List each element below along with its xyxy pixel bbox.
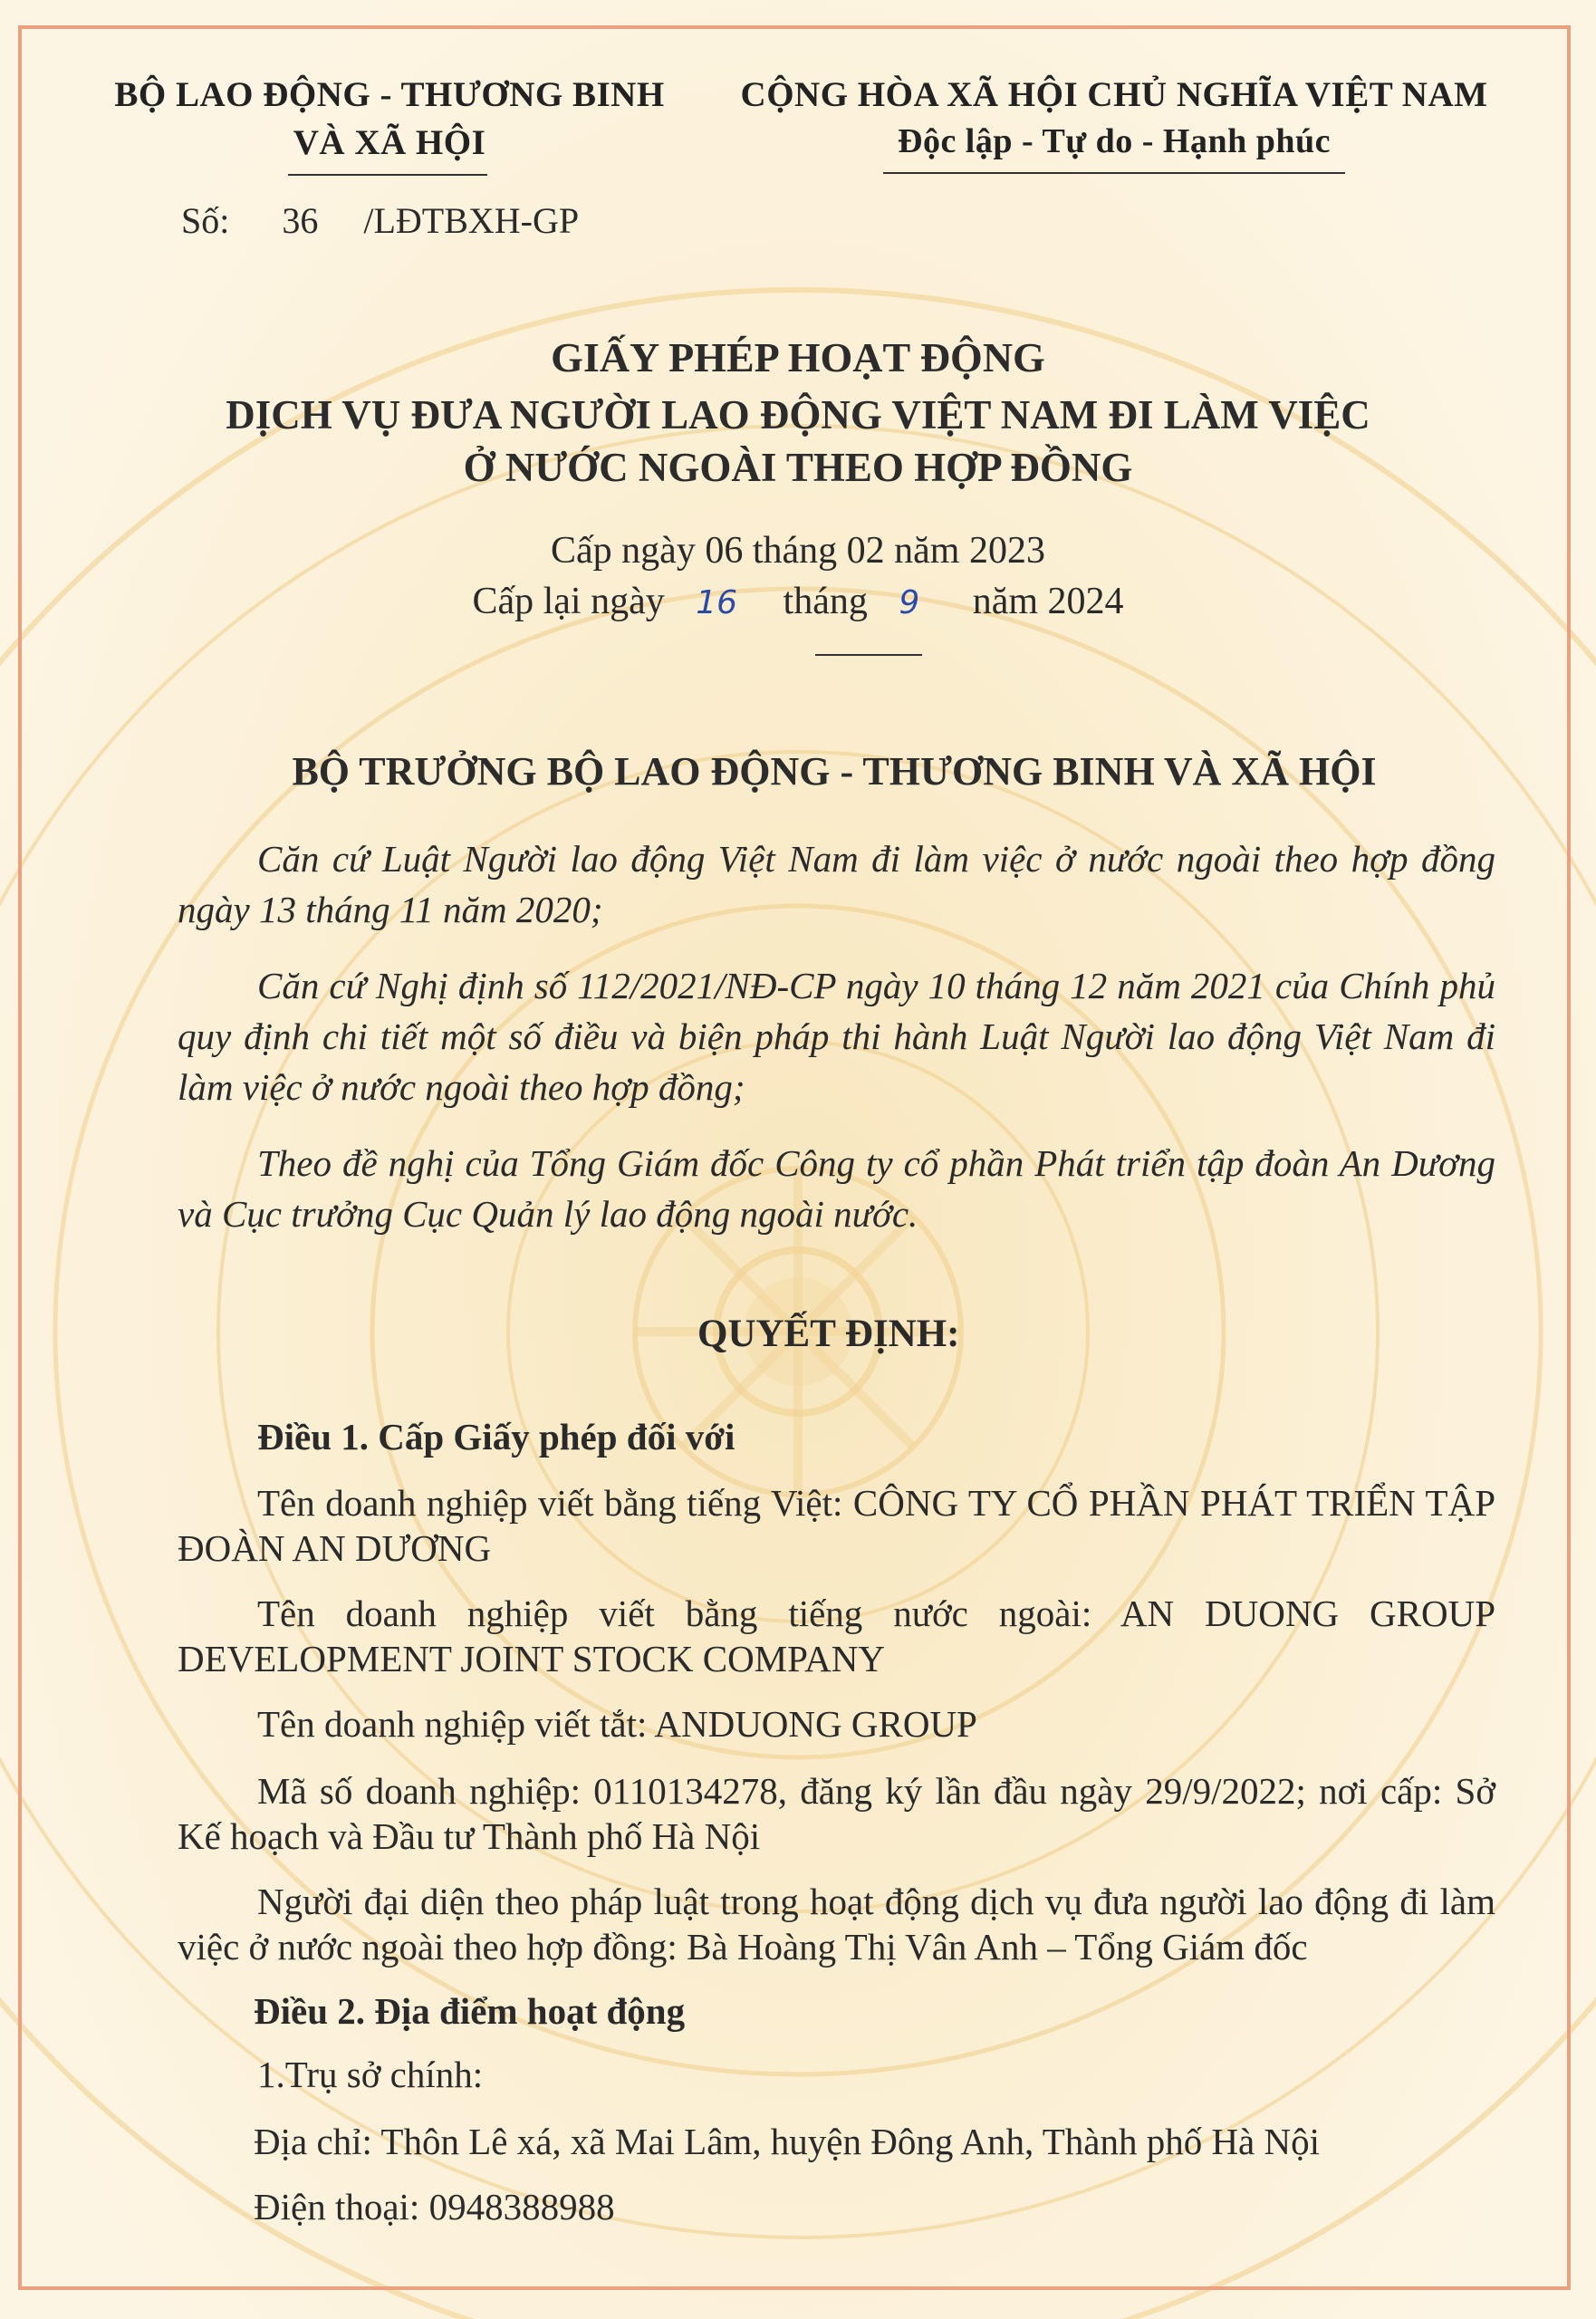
title-line3: Ở NƯỚC NGOÀI THEO HỢP ĐỒNG xyxy=(463,445,1133,490)
reissued-prefix: Cấp lại ngày xyxy=(472,581,665,622)
legal-representative: Người đại diện theo pháp luật trong hoạt động dịch vụ đưa người lao động đi làm việc ở nước ngoài theo hợp đồng: Bà Hoàng Thị Vân Anh – Tổng Giám đốc xyxy=(178,1881,1495,1968)
motto-underline xyxy=(883,172,1345,174)
reissued-day: 16 xyxy=(696,584,738,621)
preamble-3-text: Theo đề nghị của Tổng Giám đốc Công ty cổ phần Phát triển tập đoàn An Dương và Cục trưởng Cục Quản lý lao động ngoài nước. xyxy=(178,1142,1495,1235)
country-name: CỘNG HÒA XÃ HỘI CHỦ NGHĨA VIỆT NAM xyxy=(740,75,1488,114)
head-office-label: 1.Trụ sở chính: xyxy=(257,2054,484,2095)
document-number xyxy=(181,199,579,242)
preamble-2 xyxy=(178,960,1495,1112)
address: Địa chỉ: Thôn Lê xá, xã Mai Lâm, huyện Đông Anh, Thành phố Hà Nội xyxy=(254,2121,1321,2162)
number-value: 36 xyxy=(282,200,319,241)
article1-item-5 xyxy=(178,1879,1495,1969)
article1-item-1 xyxy=(178,1480,1495,1571)
ministry-name xyxy=(91,74,688,163)
preamble-1 xyxy=(178,833,1495,935)
reissued-year: năm 2024 xyxy=(972,581,1124,622)
preamble-2-text: Căn cứ Nghị định số 112/2021/NĐ-CP ngày 10 tháng 12 năm 2021 của Chính phủ quy định chi tiết một số điều và biện pháp thi hành Luật Người lao động Việt Nam đi làm việc ở nước ngoài theo hợp đồng; xyxy=(178,965,1495,1108)
article1-item-4 xyxy=(178,1768,1495,1859)
preamble-3 xyxy=(178,1138,1495,1239)
preamble-1-text: Căn cứ Luật Người lao động Việt Nam đi làm việc ở nước ngoài theo hợp đồng ngày 13 tháng 11 năm 2020; xyxy=(178,838,1495,930)
article2-heading: Điều 2. Địa điểm hoạt động xyxy=(254,1990,686,2032)
title-line2: DỊCH VỤ ĐƯA NGƯỜI LAO ĐỘNG VIỆT NAM ĐI LÀM VIỆC xyxy=(226,392,1370,438)
date-separator xyxy=(815,654,922,656)
ministry-line2: VÀ XÃ HỘI xyxy=(293,123,486,162)
title-line1: GIẤY PHÉP HOẠT ĐỘNG xyxy=(551,334,1045,380)
article1-item-2 xyxy=(178,1591,1495,1681)
number-label: Số: xyxy=(181,200,230,241)
reissued-month-label: tháng xyxy=(783,581,868,622)
article1-item-3 xyxy=(178,1701,1495,1746)
motto: Độc lập - Tự do - Hạnh phúc xyxy=(898,122,1331,160)
decision-heading: QUYẾT ĐỊNH: xyxy=(697,1313,960,1355)
reissued-date xyxy=(0,580,1596,623)
phone: Điện thoại: 0948388988 xyxy=(254,2186,615,2228)
authority-heading: BỘ TRƯỞNG BỘ LAO ĐỘNG - THƯƠNG BINH VÀ XÃ HỘI xyxy=(292,749,1377,794)
article1-heading: Điều 1. Cấp Giấy phép đối với xyxy=(257,1416,736,1458)
foreign-company-name: Tên doanh nghiệp viết bằng tiếng nước ngoài: AN DUONG GROUP DEVELOPMENT JOINT STOCK COMPANY xyxy=(178,1593,1495,1679)
short-company-name: Tên doanh nghiệp viết tắt: ANDUONG GROUP xyxy=(257,1703,977,1745)
ministry-line1: BỘ LAO ĐỘNG - THƯƠNG BINH xyxy=(114,75,665,114)
issued-date: Cấp ngày 06 tháng 02 năm 2023 xyxy=(551,530,1045,572)
reissued-month: 9 xyxy=(899,584,920,621)
number-suffix: /LĐTBXH-GP xyxy=(363,200,580,241)
vn-company-name: Tên doanh nghiệp viết bằng tiếng Việt: CÔNG TY CỔ PHẦN PHÁT TRIỂN TẬP ĐOÀN AN DƯƠNG xyxy=(178,1482,1495,1569)
ministry-underline xyxy=(288,174,487,176)
enterprise-code: Mã số doanh nghiệp: 0110134278, đăng ký lần đầu ngày 29/9/2022; nơi cấp: Sở Kế hoạch và Đầu tư Thành phố Hà Nội xyxy=(178,1770,1495,1857)
